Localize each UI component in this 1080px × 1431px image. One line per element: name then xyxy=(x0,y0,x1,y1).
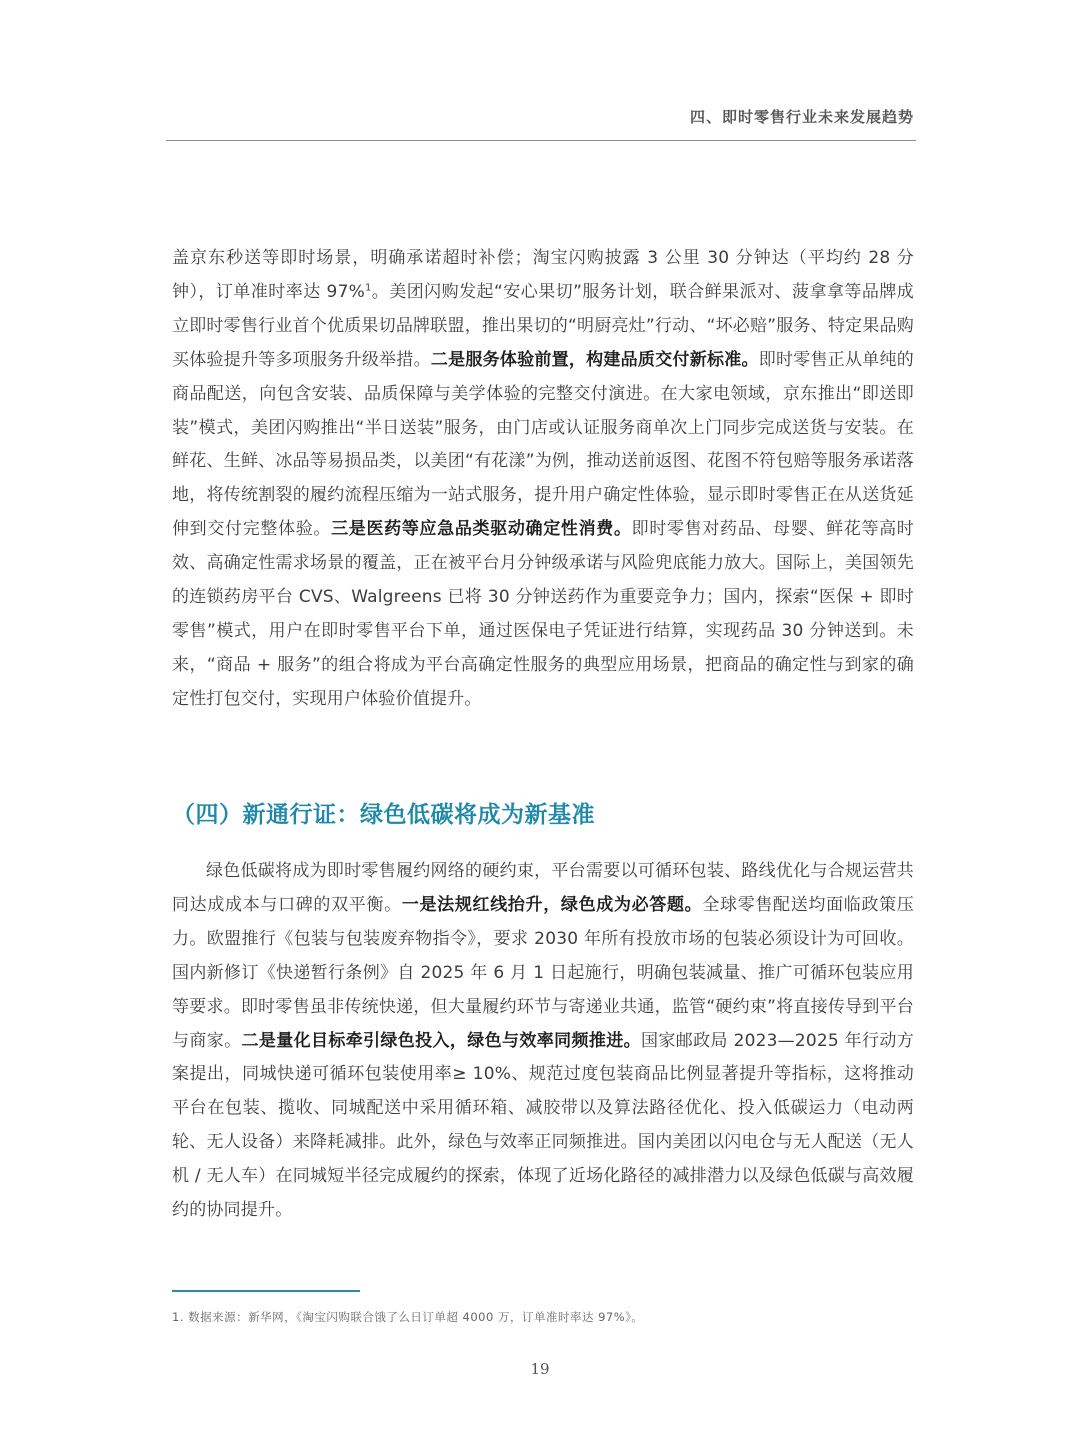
paragraph-text: 绿色低碳将成为即时零售履约网络的硬约束，平台需要以可循环包装、路线优化与合规运营共同达成成本与口碑的双平衡。 xyxy=(172,861,914,915)
bold-key-point: 二是服务体验前置，构建品质交付新标准。 xyxy=(430,349,759,370)
body-paragraph-2 xyxy=(172,855,914,1228)
running-header: 四、即时零售行业未来发展趋势 xyxy=(689,108,914,126)
paragraph-text: 盖京东秒送等即时场景，明确承诺超时补偿；淘宝闪购披露 3 公里 30 分钟达（平均约 28 分钟），订单准时率达 97% xyxy=(172,248,914,302)
paragraph-text: 即时零售对药品、母婴、鲜花等高时效、高确定性需求场景的覆盖，正在被平台月分钟级承诺与风险兜底能力放大。国际上，美国领先的连锁药房平台 CVS、Walgreens 已将 30 分钟送药作为重要竞争力；国内，探索“医保 + 即时零售”模式，用户在即时零售平台下单，通过医保电子凭证进行结算，实现药品 30 分钟送到。未来，“商品 + 服务”的组合将成为平台高确定性服务的典型应用场景，把商品的确定性与到家的确定性打包交付，实现用户体验价值提升。 xyxy=(172,519,915,709)
header-divider xyxy=(166,140,916,141)
footnote-divider xyxy=(172,1290,360,1292)
footnote-reference[interactable]: 1 xyxy=(364,282,372,294)
footnote: 1. 数据来源：新华网，《淘宝闪购联合饿了么日订单超 4000 万，订单准时率达 97%》。 xyxy=(172,1310,644,1324)
paragraph-text: 国家邮政局 2023—2025 年行动方案提出，同城快递可循环包装使用率≥ 10%、规范过度包装商品比例显著提升等指标，这将推动平台在包装、揽收、同城配送中采用循环箱、减胶带以及算法路径优化、投入低碳运力（电动两轮、无人设备）来降耗减排。此外，绿色与效率正同频推进。国内美团以闪电仓与无人配送（无人机 / 无人车）在同城短半径完成履约的探索，体现了近场化路径的减排潜力以及绿色低碳与高效履约的协同提升。 xyxy=(172,1030,914,1221)
bold-key-point: 一是法规红线抬升，绿色成为必答题。 xyxy=(401,894,703,915)
paragraph-text: 。美团闪购发起“安心果切”服务计划，联合鲜果派对、菠拿拿等品牌成立即时零售行业首个优质果切品牌联盟，推出果切的“明厨亮灶”行动、“坏必赔”服务、特定果品购买体验提升等多项服务升级举措。 xyxy=(172,281,914,370)
bold-key-point: 三是医药等应急品类驱动确定性消费。 xyxy=(331,519,632,540)
bold-key-point: 二是量化目标牵引绿色投入，绿色与效率同频推进。 xyxy=(241,1030,641,1051)
paragraph-text: 即时零售正从单纯的商品配送，向包含安装、品质保障与美学体验的完整交付演进。在大家电领域，京东推出“即送即装”模式，美团闪购推出“半日送装”服务，由门店或认证服务商单次上门同步完成送货与安装。在鲜花、生鲜、冰品等易损品类，以美团“有花漾”为例，推动送前返图、花图不符包赔等服务承诺落地，将传统割裂的履约流程压缩为一站式服务，提升用户确定性体验，显示即时零售正在从送货延伸到交付完整体验。 xyxy=(172,349,914,540)
paragraph-text: 全球零售配送均面临政策压力。欧盟推行《包装与包装废弃物指令》，要求 2030 年所有投放市场的包装必须设计为可回收。国内新修订《快递暂行条例》自 2025 年 6 月 1 日起施行，明确包装减量、推广可循环包装应用等要求。即时零售虽非传统快递，但大量履约环节与寄递业共通，监管“硬约束”将直接传导到平台与商家。 xyxy=(172,894,914,1051)
page-number: 19 xyxy=(530,1360,550,1378)
section-heading: （四）新通行证：绿色低碳将成为新基准 xyxy=(172,802,595,828)
body-paragraph-1 xyxy=(172,242,914,717)
